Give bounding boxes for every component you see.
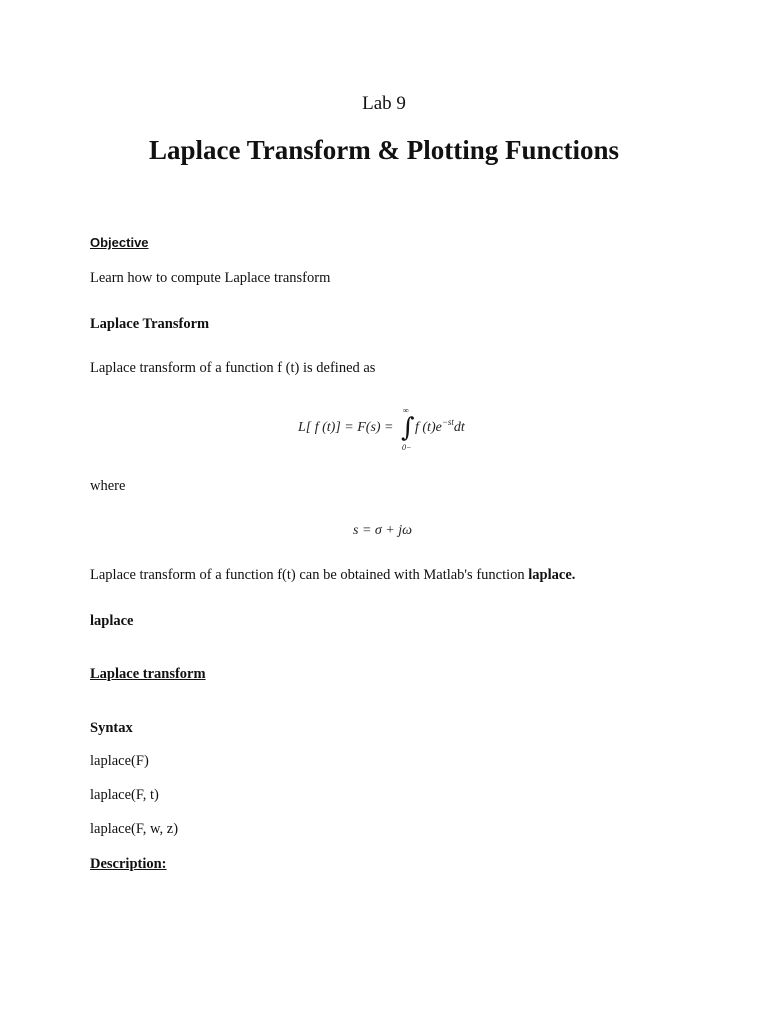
function-subtitle: Laplace transform [90,666,206,682]
page-title: Laplace Transform & Plotting Functions [149,135,619,165]
laplace-transform-heading: Laplace Transform [90,316,210,332]
integral-sign: ∫ [401,413,415,443]
formula-lhs: L[ f (t)] = F(s) = [298,420,394,435]
formula-integrand [415,419,465,437]
integrand-differential: dt [453,420,465,435]
matlab-text-plain: Laplace transform of a function f(t) can be obtained with Matlab's function [90,567,529,583]
description-heading: Description: [90,856,167,872]
where-text: where [90,478,126,494]
syntax-line: laplace(F, t) [90,787,159,803]
matlab-function-text [90,565,575,585]
function-name-heading: laplace [90,613,134,629]
matlab-function-name: laplace. [528,567,576,583]
s-definition-formula: s = σ + jω [353,523,413,538]
integral-upper-limit: ∞ [403,406,409,415]
objective-text: Learn how to compute Laplace transform [90,270,331,286]
integrand-exponent: −st [441,417,454,427]
definition-text: Laplace transform of a function f (t) is defined as [90,360,376,376]
syntax-line: laplace(F, w, z) [90,821,179,837]
lab-number: Lab 9 [362,93,406,114]
syntax-line: laplace(F) [90,753,149,769]
integrand-text: f (t)e [415,420,442,435]
syntax-heading: Syntax [90,720,133,736]
integral-lower-limit: 0− [402,443,412,452]
objective-heading: Objective [90,235,149,250]
